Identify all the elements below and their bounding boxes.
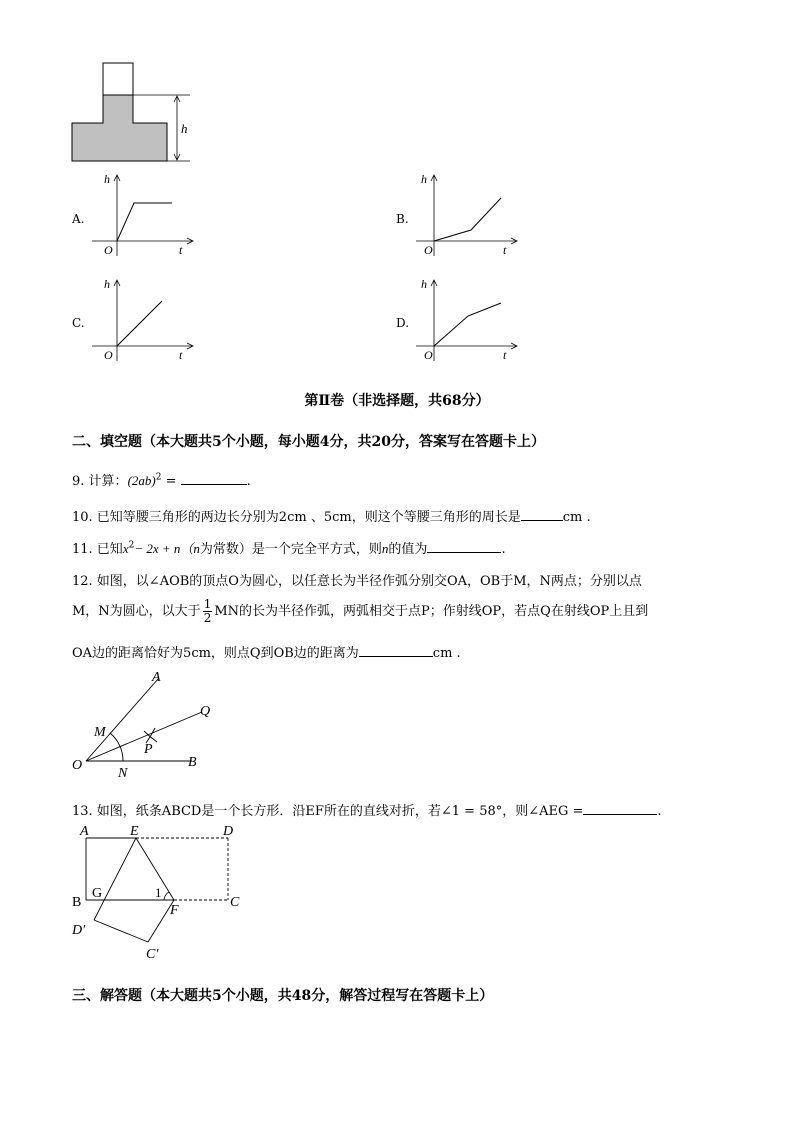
option-b-curve (434, 198, 501, 241)
option-d-graph (416, 273, 526, 363)
svg-text:C: C (230, 895, 240, 910)
question-11: 11. 已知$x^2- 2x + n(n$为常数）是一个完全平方式，则n的值为 . (72, 540, 506, 557)
svg-text:N: N (118, 766, 128, 781)
svg-text:P: P (144, 742, 153, 757)
svg-text:t: t (503, 348, 507, 362)
svg-text:h: h (104, 277, 110, 291)
option-d-letter: D. (396, 316, 410, 330)
svg-text:D: D (223, 824, 234, 839)
answer-blank-12[interactable] (359, 644, 433, 657)
option-a-curve (117, 203, 172, 241)
container-water (72, 95, 167, 161)
svg-text:Q: Q (200, 704, 211, 719)
option-c-curve (117, 301, 162, 346)
question-9: 9. 计算：$(2ab)^2$ = . (72, 472, 251, 489)
option-c-letter: C. (72, 316, 85, 330)
svg-text:1: 1 (155, 885, 162, 900)
option-a-letter: A. (72, 212, 85, 226)
question-12-line3: OA边的距离恰好为5cm，则点Q到OB边的距离为 cm . (72, 646, 461, 661)
option-b-graph (416, 168, 526, 258)
svg-text:t: t (179, 243, 183, 257)
svg-text:h: h (421, 172, 427, 186)
svg-text:C′: C′ (146, 947, 159, 962)
svg-text:O: O (424, 348, 433, 362)
answer-blank-11[interactable] (427, 540, 501, 553)
svg-text:A: A (80, 824, 89, 839)
svg-text:E: E (130, 824, 139, 839)
arc-mn (110, 733, 123, 761)
svg-text:h: h (421, 277, 427, 291)
svg-text:M: M (94, 725, 106, 740)
section3-title: 三、解答题（本大题共5个小题，共48分，解答过程写在答题卡上） (72, 988, 494, 1004)
question-10: 10. 已知等腰三角形的两边长分别为2cm 、5cm，则这个等腰三角形的周长是 cm . (72, 510, 591, 525)
option-b-letter: B. (396, 212, 409, 226)
option-d-curve (434, 303, 501, 346)
svg-text:A: A (152, 670, 161, 685)
option-a-graph (92, 168, 202, 258)
answer-blank-13[interactable] (583, 802, 657, 815)
svg-text:h: h (104, 172, 110, 186)
svg-text:O: O (72, 758, 83, 773)
svg-text:G: G (92, 886, 103, 901)
svg-text:t: t (179, 348, 183, 362)
question-12-line1: 12. 如图，以∠AOB的顶点O为圆心，以任意长为半径作弧分别交OA，OB于M，N两点；分别以点 (72, 574, 642, 589)
section2-title: 二、填空题（本大题共5个小题，每小题4分，共20分，答案写在答题卡上） (72, 434, 545, 450)
option-c-graph (92, 273, 202, 363)
svg-text:O: O (104, 348, 113, 362)
figure-13 (66, 820, 256, 965)
svg-text:O: O (104, 243, 113, 257)
svg-text:B: B (188, 755, 197, 770)
answer-blank-9[interactable] (181, 472, 247, 485)
svg-text:D′: D′ (72, 923, 86, 938)
container-figure (60, 55, 200, 170)
figure-12 (66, 665, 226, 783)
answer-blank-10[interactable] (521, 508, 563, 521)
question-13: 13. 如图，纸条ABCD是一个长方形．沿EF所在的直线对折，若∠1 = 58°，则∠AEG = . (72, 804, 662, 819)
svg-text:B: B (72, 895, 82, 910)
height-label: h (181, 121, 188, 136)
part2-title: 第Ⅱ卷（非选择题，共68分） (304, 393, 490, 409)
container-neck-top (103, 63, 133, 95)
svg-text:O: O (424, 243, 433, 257)
question-12-line2: M，N为圆心，以大于 $\frac{1}{2}$ MN的长为半径作弧，两弧相交于点P；作射线OP，若点Q在射线OP上且到 (72, 597, 649, 625)
svg-text:t: t (503, 243, 507, 257)
fraction-one-half: $\frac{1}{2}$ (203, 597, 212, 625)
svg-text:F: F (170, 903, 179, 918)
